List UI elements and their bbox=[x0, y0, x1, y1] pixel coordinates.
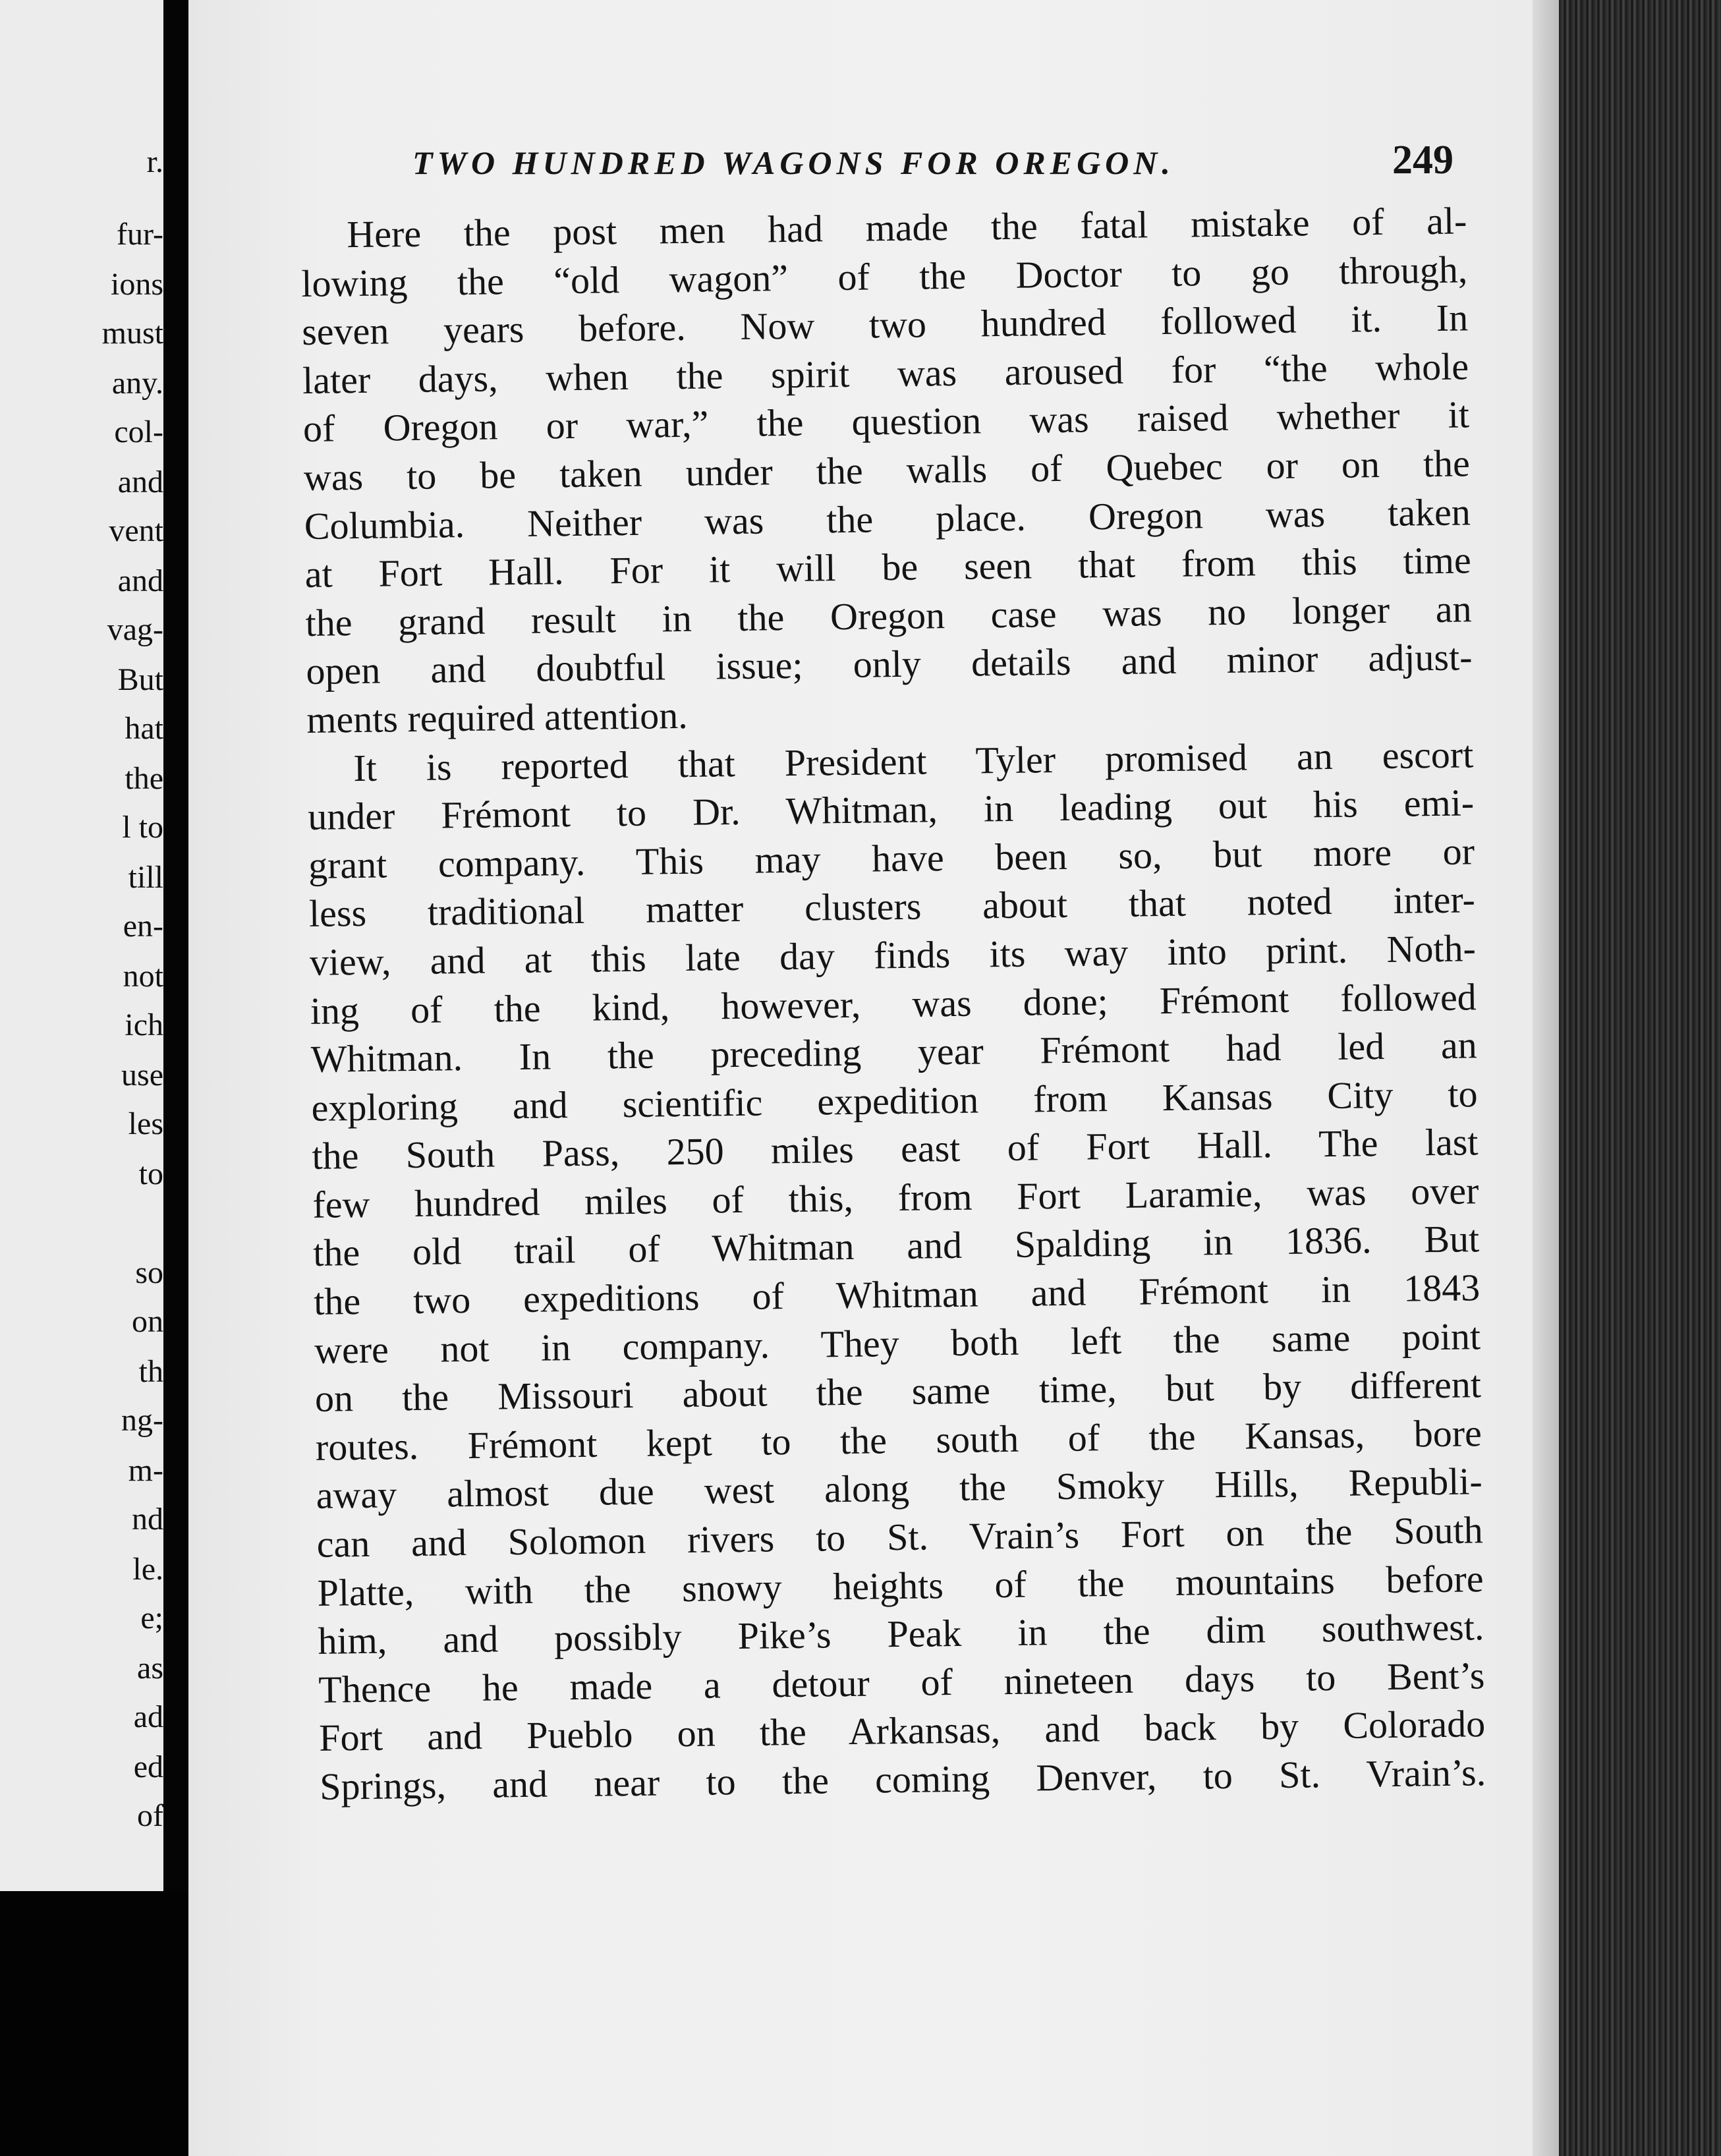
text-line: him, and possibly Pike’s Peak in the dim southwest. bbox=[318, 1605, 1484, 1663]
book-page bbox=[188, 0, 1533, 2156]
text-line: Platte, with the snowy heights of the mountains before bbox=[317, 1556, 1484, 1614]
book-edge-pages bbox=[1559, 0, 1721, 2156]
facing-page-fragment: m- bbox=[128, 1453, 163, 1488]
text-line: later days, when the spirit was aroused for “the whole bbox=[302, 345, 1469, 402]
text-line: ing of the kind, however, was done; Frémont followed bbox=[310, 975, 1477, 1033]
text-line: Columbia. Neither was the place. Oregon was taken bbox=[304, 490, 1471, 548]
facing-page-fragment: not bbox=[123, 959, 163, 994]
text-line: the South Pass, 250 miles east of Fort Hall. The last bbox=[312, 1120, 1479, 1178]
facing-page-fragment: vent bbox=[109, 513, 163, 548]
facing-page-fragment: and bbox=[117, 563, 163, 598]
facing-page-fragment: ad bbox=[133, 1699, 163, 1734]
scan-background bbox=[0, 1891, 188, 2156]
text-line: few hundred miles of this, from Fort Laramie, was over bbox=[312, 1169, 1479, 1226]
facing-page-fragment: so bbox=[135, 1255, 163, 1290]
running-head: TWO HUNDRED WAGONS FOR OREGON. bbox=[412, 144, 1175, 181]
text-line: Whitman. In the preceding year Frémont had led an bbox=[310, 1023, 1477, 1081]
text-line: seven years before. Now two hundred followed it. In bbox=[301, 296, 1469, 354]
facing-page-fragment: of bbox=[137, 1798, 163, 1833]
text-line: ments required attention. bbox=[306, 693, 689, 741]
text-line: less traditional matter clusters about that noted inter- bbox=[308, 878, 1476, 936]
facing-page-fragment: use bbox=[121, 1058, 163, 1092]
facing-page-fragment: on bbox=[132, 1304, 163, 1339]
text-line: the grand result in the Oregon case was no longer an bbox=[305, 587, 1472, 644]
facing-page-fragment: vag- bbox=[107, 612, 163, 647]
facing-page-fragment: ng- bbox=[121, 1403, 163, 1438]
text-line: grant company. This may have been so, but more or bbox=[308, 830, 1475, 887]
facing-page-fragment: to bbox=[138, 1156, 163, 1191]
facing-page-fragment: col- bbox=[114, 414, 163, 449]
text-line: Fort and Pueblo on the Arkansas, and back by Colorado bbox=[318, 1702, 1486, 1760]
text-line: Thence he made a detour of nineteen days to Bent’s bbox=[318, 1654, 1485, 1711]
page-number: 249 bbox=[1392, 138, 1453, 183]
facing-page-fragment: ich bbox=[125, 1007, 163, 1042]
page-header bbox=[412, 137, 1453, 196]
facing-page bbox=[0, 0, 163, 1891]
text-line: Here the post men had made the fatal mistake of al- bbox=[347, 199, 1467, 256]
text-line: on the Missouri about the same time, but by different bbox=[314, 1363, 1482, 1421]
facing-page-fragment: le. bbox=[132, 1552, 163, 1587]
facing-page-fragment: and bbox=[117, 465, 163, 499]
facing-page-fragment: les bbox=[128, 1106, 163, 1141]
text-line: view, and at this late day finds its way into print. Noth- bbox=[309, 926, 1477, 984]
text-line: open and doubtful issue; only details and minor adjust- bbox=[306, 635, 1473, 693]
text-line: was to be taken under the walls of Quebec or on the bbox=[303, 441, 1471, 499]
text-line: at Fort Hall. For it will be seen that from this time bbox=[304, 538, 1472, 596]
text-line: of Oregon or war,” the question was raised whether it bbox=[302, 393, 1470, 451]
facing-page-fragment: th bbox=[138, 1354, 163, 1389]
facing-page-fragment: till bbox=[128, 860, 163, 895]
text-line: were not in company. They both left the same point bbox=[314, 1314, 1481, 1372]
text-line: It is reported that President Tyler promised an escort bbox=[353, 732, 1474, 789]
text-line: the old trail of Whitman and Spalding in 1836. But bbox=[312, 1217, 1480, 1275]
facing-page-fragment: any. bbox=[111, 366, 163, 401]
facing-page-fragment: l to bbox=[122, 810, 163, 845]
facing-page-fragment: e; bbox=[140, 1601, 163, 1635]
text-line: under Frémont to Dr. Whitman, in leading out his emi- bbox=[307, 781, 1475, 839]
text-line: routes. Frémont kept to the south of the Kansas, bore bbox=[315, 1411, 1482, 1469]
page-edge bbox=[1533, 0, 1559, 2156]
facing-page-fragment: en- bbox=[123, 909, 163, 944]
facing-page-fragment: r. bbox=[146, 144, 163, 179]
facing-page-fragment: the bbox=[125, 761, 163, 796]
text-line: can and Solomon rivers to St. Vrain’s Fort on the South bbox=[316, 1508, 1483, 1566]
text-line: exploring and scientific expedition from Kansas City to bbox=[311, 1071, 1478, 1129]
text-line: the two expeditions of Whitman and Frémont in 1843 bbox=[313, 1266, 1481, 1323]
facing-page-fragment: ions bbox=[110, 267, 163, 302]
facing-page-fragment: as bbox=[137, 1651, 163, 1686]
facing-page-fragment: fur- bbox=[117, 217, 163, 252]
text-line: lowing the “old wagon” of the Doctor to go through, bbox=[300, 247, 1468, 305]
facing-page-fragment: hat bbox=[125, 711, 163, 746]
facing-page-fragment: ed bbox=[133, 1749, 163, 1784]
facing-page-fragment: nd bbox=[132, 1502, 163, 1537]
book-gutter bbox=[163, 0, 188, 2156]
text-line: Springs, and near to the coming Denver, to St. Vrain’s. bbox=[319, 1751, 1486, 1808]
body-text bbox=[300, 196, 1486, 1811]
facing-page-fragment: But bbox=[117, 662, 163, 697]
text-line: away almost due west along the Smoky Hills, Republi- bbox=[316, 1460, 1483, 1518]
facing-page-fragment: must bbox=[101, 316, 163, 351]
